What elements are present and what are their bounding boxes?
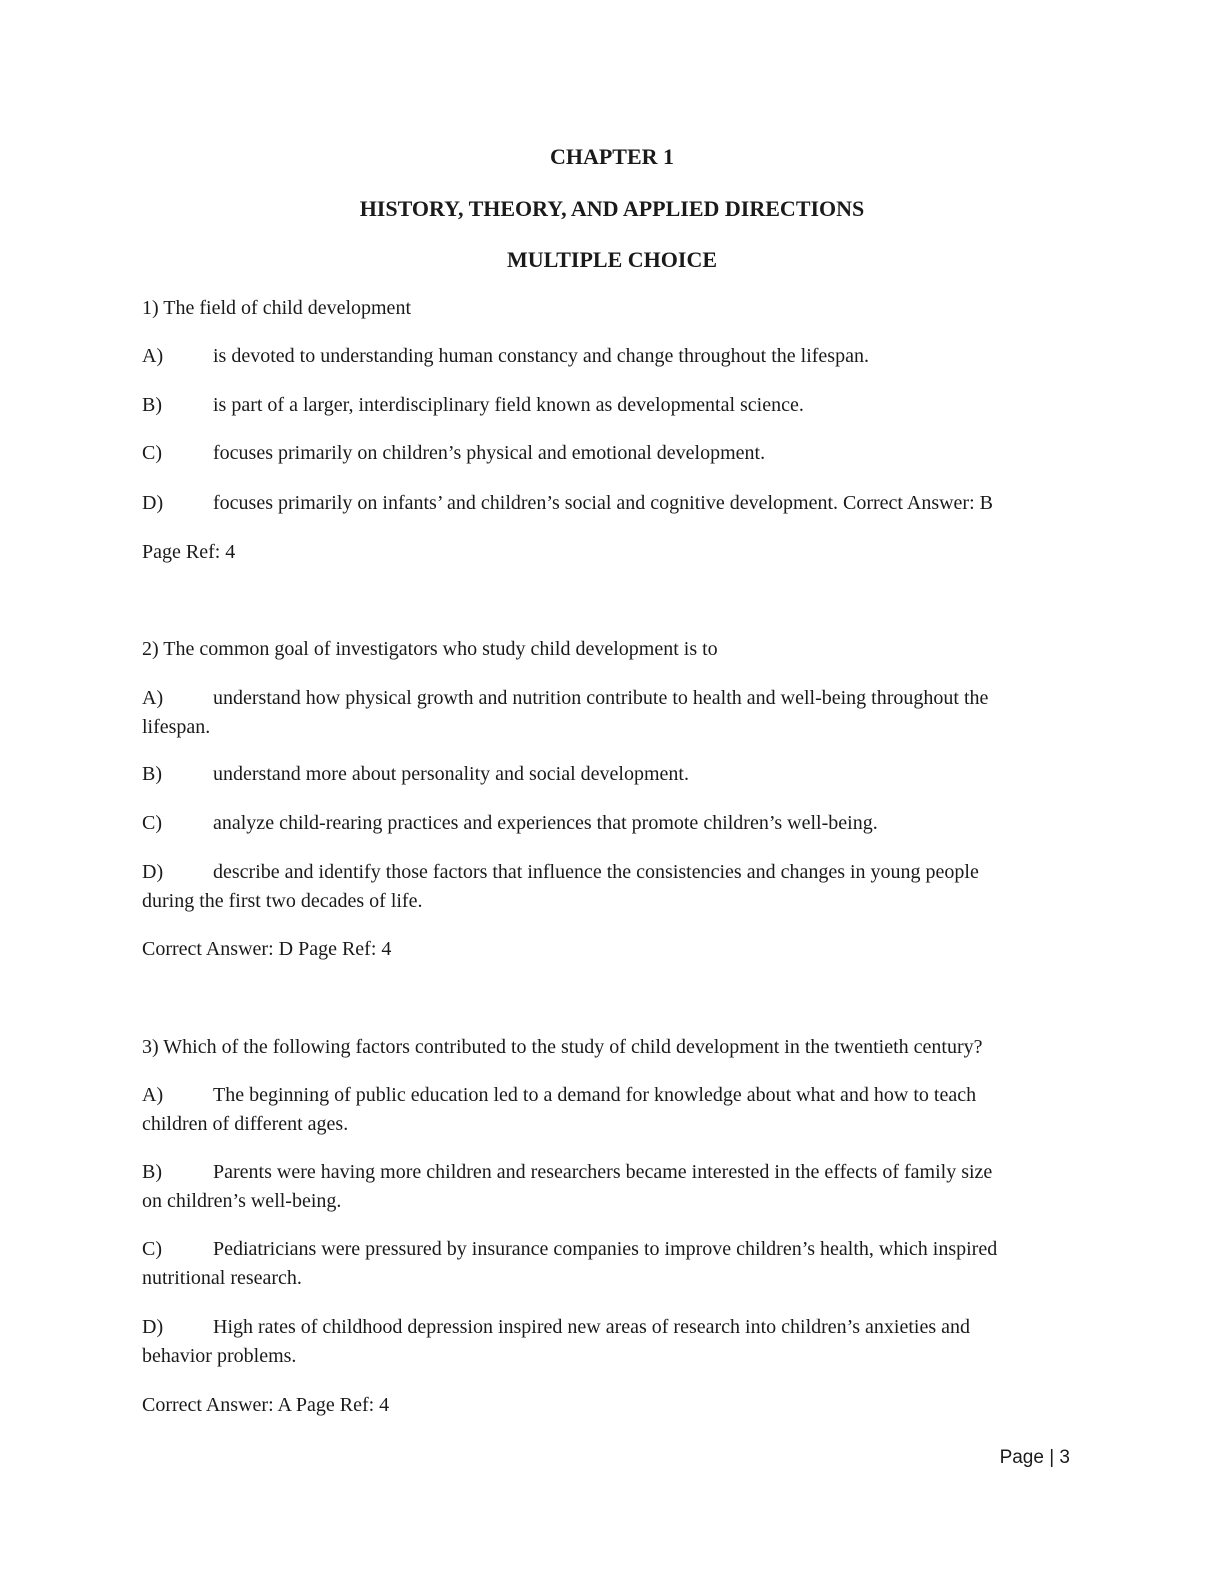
option-letter: B) <box>142 394 162 416</box>
option-text-continued: behavior problems. <box>142 1345 297 1367</box>
question-3-answer: Correct Answer: A Page Ref: 4 <box>142 1394 390 1416</box>
question-1-reference: Page Ref: 4 <box>142 541 236 563</box>
section-heading: MULTIPLE CHOICE <box>506 247 718 272</box>
option-text-continued: during the first two decades of life. <box>142 890 423 912</box>
option-letter: B) <box>142 1161 162 1183</box>
option-text: understand how physical growth and nutrition contribute to health and well-being throughout the <box>213 687 989 709</box>
question-3-option-c <box>142 1235 1082 1293</box>
option-text-continued: nutritional research. <box>142 1267 302 1289</box>
option-letter: A) <box>142 1084 164 1106</box>
option-letter: D) <box>142 861 164 883</box>
option-letter: C) <box>142 442 162 464</box>
option-text: focuses primarily on children’s physical and emotional development. <box>213 442 766 464</box>
question-1-option-c <box>142 439 1082 468</box>
question-3-option-b <box>142 1158 1082 1216</box>
question-1-stem: 1) The field of child development <box>142 297 411 319</box>
option-letter: B) <box>142 763 162 785</box>
question-2-option-c <box>142 809 1082 838</box>
option-text: describe and identify those factors that influence the consistencies and changes in young people <box>213 861 979 883</box>
option-letter: D) <box>142 1316 164 1338</box>
option-letter: D) <box>142 492 164 514</box>
question-2-option-b <box>142 760 1082 789</box>
option-text: focuses primarily on infants’ and children’s social and cognitive development. Correct Answer: B <box>213 492 993 514</box>
page-number: Page | 3 <box>999 1447 1070 1468</box>
question-1-option-d <box>142 489 1082 518</box>
option-letter: C) <box>142 812 162 834</box>
question-2-stem: 2) The common goal of investigators who study child development is to <box>142 638 718 660</box>
option-text: is devoted to understanding human constancy and change throughout the lifespan. <box>213 345 869 367</box>
question-1-option-b <box>142 391 1082 420</box>
question-2-option-d <box>142 858 1082 916</box>
question-3-stem: 3) Which of the following factors contributed to the study of child development in the twentieth century? <box>142 1036 983 1058</box>
option-text: is part of a larger, interdisciplinary field known as developmental science. <box>213 394 804 416</box>
option-text-continued: lifespan. <box>142 716 211 738</box>
option-text: High rates of childhood depression inspired new areas of research into children’s anxieties and <box>213 1316 970 1338</box>
option-text: Parents were having more children and researchers became interested in the effects of family size <box>213 1161 993 1183</box>
option-letter: A) <box>142 687 164 709</box>
chapter-title: HISTORY, THEORY, AND APPLIED DIRECTIONS <box>359 196 865 221</box>
option-text-continued: on children’s well-being. <box>142 1190 342 1212</box>
option-letter: A) <box>142 345 164 367</box>
option-text: analyze child-rearing practices and experiences that promote children’s well-being. <box>213 812 878 834</box>
question-1-option-a <box>142 342 1082 371</box>
option-text: The beginning of public education led to a demand for knowledge about what and how to teach <box>213 1084 977 1106</box>
option-text: Pediatricians were pressured by insurance companies to improve children’s health, which inspired <box>213 1238 998 1260</box>
question-2-answer: Correct Answer: D Page Ref: 4 <box>142 938 392 960</box>
option-text: understand more about personality and social development. <box>213 763 689 785</box>
chapter-heading: CHAPTER 1 <box>549 144 675 169</box>
question-2-option-a <box>142 684 1082 742</box>
option-text-continued: children of different ages. <box>142 1113 349 1135</box>
question-3-option-d <box>142 1313 1082 1371</box>
question-3-option-a <box>142 1081 1082 1139</box>
option-letter: C) <box>142 1238 162 1260</box>
